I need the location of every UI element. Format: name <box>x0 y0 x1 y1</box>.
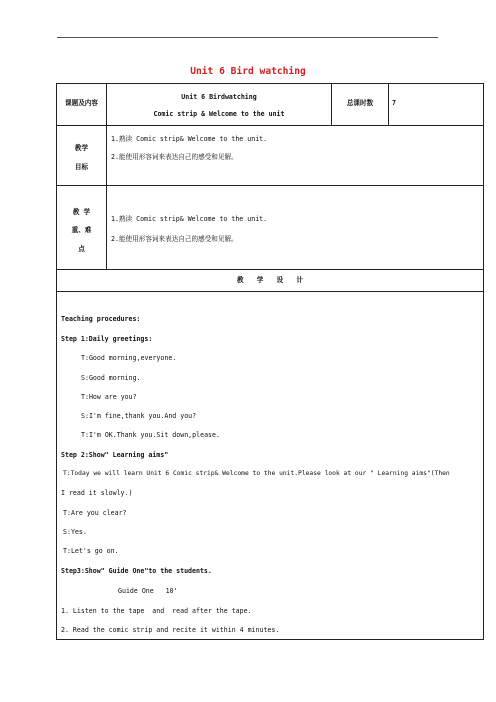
topic-line-2: Comic strip & Welcome to the unit <box>153 110 285 118</box>
row-divider <box>57 185 483 186</box>
key-point-item: 2.能使用形容词来表达自己的感受和见解。 <box>111 235 238 243</box>
key-point-item: 1.熟读 Comic strip& Welcome to the unit. <box>111 215 268 223</box>
dialogue-line: T:Today we will learn Unit 6 Comic strip& Welcome to the unit.Please look at our " Learning aims"(Then <box>63 470 450 477</box>
dialogue-line: T:Let's go on. <box>63 547 119 555</box>
objective-item: 1.熟读 Comic strip& Welcome to the unit. <box>111 135 268 143</box>
dialogue-line: T:I'm OK.Thank you.Sit down,please. <box>81 431 220 439</box>
lesson-plan-table <box>56 83 484 640</box>
objective-item: 2.能使用形容词来表达自己的感受和见解。 <box>111 153 238 161</box>
key-points-label-1: 教 学 <box>72 208 91 216</box>
topic-line-1: Unit 6 Birdwatching <box>181 93 257 101</box>
dialogue-line: T:How are you? <box>81 393 137 401</box>
objectives-label-1: 教学 <box>74 144 89 152</box>
key-points-label-3: 点 <box>78 245 85 253</box>
dialogue-line: S:Good morning. <box>81 374 141 382</box>
section-heading: Teaching procedures: <box>61 315 141 323</box>
guide-item: 2. Read the comic strip and recite it within 4 minutes. <box>61 626 280 634</box>
page-title: Unit 6 Bird watching <box>190 66 306 77</box>
hours-label: 总课时数 <box>346 99 374 107</box>
dialogue-line: S:Yes. <box>63 528 87 536</box>
hours-value: 7 <box>392 99 396 107</box>
header-rule <box>57 37 438 38</box>
col-divider <box>388 84 389 125</box>
guide-title: Guide One 10' <box>118 587 178 595</box>
step-heading: Step 1:Daily greetings: <box>61 335 153 343</box>
dialogue-line: T:Good morning,everyone. <box>81 354 177 362</box>
topic-label: 课题及内容 <box>65 99 98 107</box>
row-divider <box>57 291 483 292</box>
dialogue-line: S:I'm fine,thank you.And you? <box>81 412 197 420</box>
objectives-label-2: 目标 <box>74 163 89 171</box>
dialogue-line: I read it slowly.) <box>61 489 133 497</box>
row-divider <box>57 269 483 270</box>
design-header: 教 学 设 计 <box>237 276 303 284</box>
guide-item: 1. Listen to the tape and read after the tape. <box>61 607 252 615</box>
key-points-label-2: 重、难 <box>71 226 92 234</box>
dialogue-line: T:Are you clear? <box>63 509 127 517</box>
step-heading: Step 2:Show" Learning aims" <box>61 451 169 459</box>
row-divider <box>57 125 483 126</box>
step-heading: Step3:Show" Guide One"to the students. <box>61 567 212 575</box>
